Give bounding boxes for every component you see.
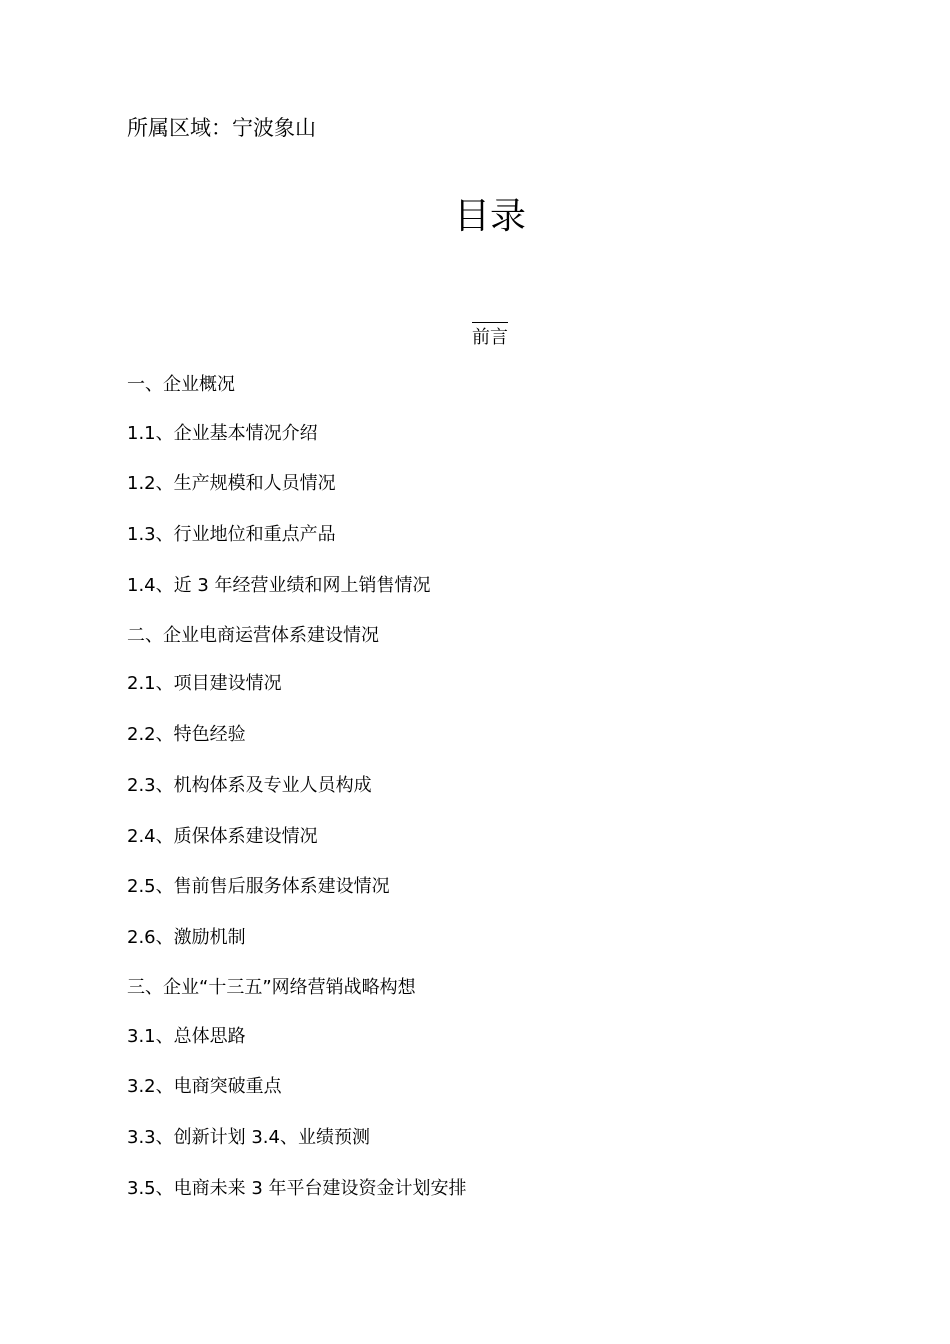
toc-entry[interactable]: 1.1、企业基本情况介绍 [127,423,318,444]
toc-entry[interactable]: 三、企业“十三五”网络营销战略构想 [127,977,416,998]
toc-entry[interactable]: 一、企业概况 [127,374,235,395]
toc-entry[interactable]: 2.3、机构体系及专业人员构成 [127,775,372,796]
toc-entry[interactable]: 2.6、激励机制 [127,927,246,948]
toc-entry[interactable]: 2.1、项目建设情况 [127,673,282,694]
toc-entry[interactable]: 3.1、总体思路 [127,1026,246,1047]
toc-entry[interactable]: 3.2、电商突破重点 [127,1076,282,1097]
preface-label: 前言 [472,322,508,352]
toc-entry[interactable]: 2.4、质保体系建设情况 [127,826,318,847]
toc-entry[interactable]: 二、企业电商运营体系建设情况 [127,625,379,646]
toc-entry[interactable]: 2.2、特色经验 [127,724,246,745]
toc-entry[interactable]: 2.5、售前售后服务体系建设情况 [127,876,390,897]
toc-entry[interactable]: 1.3、行业地位和重点产品 [127,524,336,545]
toc-entry[interactable]: 1.4、近 3 年经营业绩和网上销售情况 [127,575,431,596]
toc-entry[interactable]: 3.3、创新计划 3.4、业绩预测 [127,1127,370,1148]
toc-entry[interactable]: 3.5、电商未来 3 年平台建设资金计划安排 [127,1178,467,1199]
region-line: 所属区域：宁波象山 [127,116,316,140]
toc-entry[interactable]: 1.2、生产规模和人员情况 [127,473,336,494]
toc-entry-preface[interactable] [0,322,950,352]
toc-title: 目录 [453,196,526,237]
